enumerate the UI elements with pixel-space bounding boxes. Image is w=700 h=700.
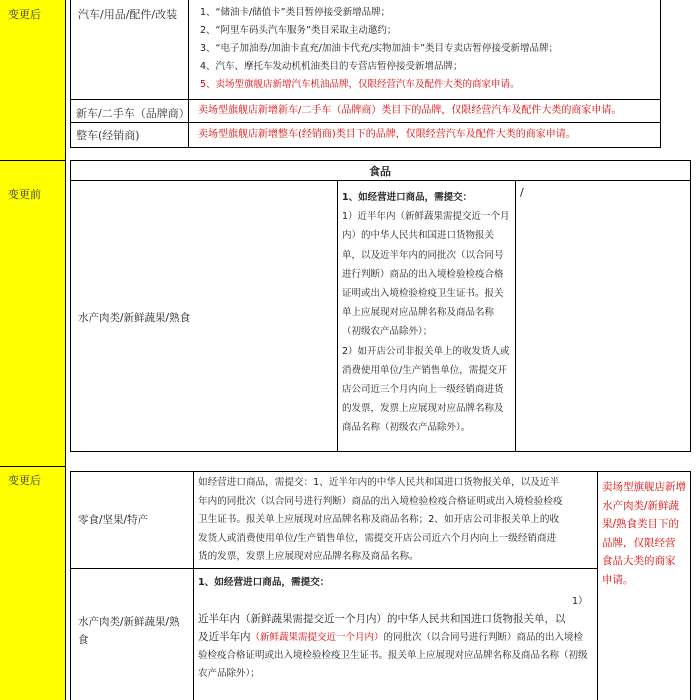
seafood-before-rules: 1、如经营进口商品，需提交： 1）近半年内（新鲜蔬果需提交近一个月 内）的中华人民共和国进口货物报关 单，以及近半年内的同批次（以合同号 进行判断）商品的出入境检验检疫合格 证明或出入境检验检疫卫生证书。报关 单上应展现对应品牌名称及商品名称 （初级农产品除外）； 2）如开店公司非报关单上的收发货人或 消费使用单位/生产销售单位，需提交开 店公司近三个月内向上一级经销商进货 的发票，发票上应展现对应品牌名称及 商品名称（初级农产品除外）。 xyxy=(342,188,514,438)
snacks-rules: 如经营进口商品，需提交：1、近半年内的中华人民共和国进口货物报关单，以及近半 年内的同批次（以合同号进行判断）商品的出入境检验检疫合格证明或出入境检验检疫 卫生证书。报关单上应展现对应品牌名称及商品名称；2、如开店公司非报关单上的收 发货人或消费使用单位/生产销售单位，需提交开店公司近六个月内向上一级经销商进 货的发票，发票上应展现对应品牌名称及商品名称。 xyxy=(198,477,563,562)
seafood-after-right-note: 卖场型旗舰店新增 水产肉类/新鲜蔬 果/熟食类目下的 品牌，仅限经营 食品大类的商家 申请。 xyxy=(602,481,686,586)
category-snacks: 零食/坚果/特产 xyxy=(78,514,149,526)
auto-rule-2: 2、“阿里车码头汽车服务”类目采取主动邀约； xyxy=(200,25,397,36)
label-after-1: 变更后 xyxy=(8,8,41,21)
category-new-car: 新车/二手车（品牌商） xyxy=(76,107,190,120)
auto-rule-4: 4、汽车、摩托车发动机机油类目的专营店暂停接受新增品牌； xyxy=(200,61,463,72)
category-seafood-after: 水产肉类/新鲜蔬果/熟 食 xyxy=(78,616,180,646)
auto-rule-3: 3、“电子加油券/加油卡直充/加油卡代充/实物加油卡”类目专卖店暂停接受新增品牌； xyxy=(200,43,558,54)
seafood-before-right: / xyxy=(520,186,524,199)
auto-rule-5: 5、卖场型旗舰店新增汽车机油品牌，仅限经营汽车及配件大类的商家申请。 xyxy=(200,79,520,90)
auto-rule-1: 1、“储油卡/储值卡”类目暂停接受新增品牌； xyxy=(200,7,391,18)
category-seafood-before: 水产肉类/新鲜蔬果/熟食 xyxy=(78,312,191,324)
auto-rules-list xyxy=(200,4,658,94)
category-auto: 汽车/用品/配件/改装 xyxy=(78,8,178,21)
category-whole-car: 整车(经销商) xyxy=(76,129,140,142)
new-car-rule: 卖场型旗舰店新增新车/二手车（品牌商）类目下的品牌，仅限经营汽车及配件大类的商家申请。 xyxy=(198,105,622,116)
whole-car-rule: 卖场型旗舰店新增整车(经销商)类目下的品牌，仅限经营汽车及配件大类的商家申请。 xyxy=(198,129,576,140)
food-section-header: 食品 xyxy=(369,165,391,178)
seafood-before-heading: 1、如经营进口商品，需提交： xyxy=(342,192,473,203)
label-column xyxy=(0,0,66,700)
seafood-after-num: 1） xyxy=(572,596,588,607)
label-after-2: 变更后 xyxy=(8,474,41,487)
seafood-after-heading: 1、如经营进口商品，需提交： xyxy=(198,577,330,588)
seafood-after-rules: 近半年内（新鲜蔬果需提交近一个月内）的中华人民共和国进口货物报关单，以 及近半年内（新鲜蔬果需提交近一个月内）的同批次（以合同号进行判断）商品的出入境检 验检疫合格证明或出入境检验检疫卫生证书。报关单上应展现对应品牌名称及商品名称（初级 农产品除外）； xyxy=(198,613,588,679)
label-before: 变更前 xyxy=(8,188,41,201)
